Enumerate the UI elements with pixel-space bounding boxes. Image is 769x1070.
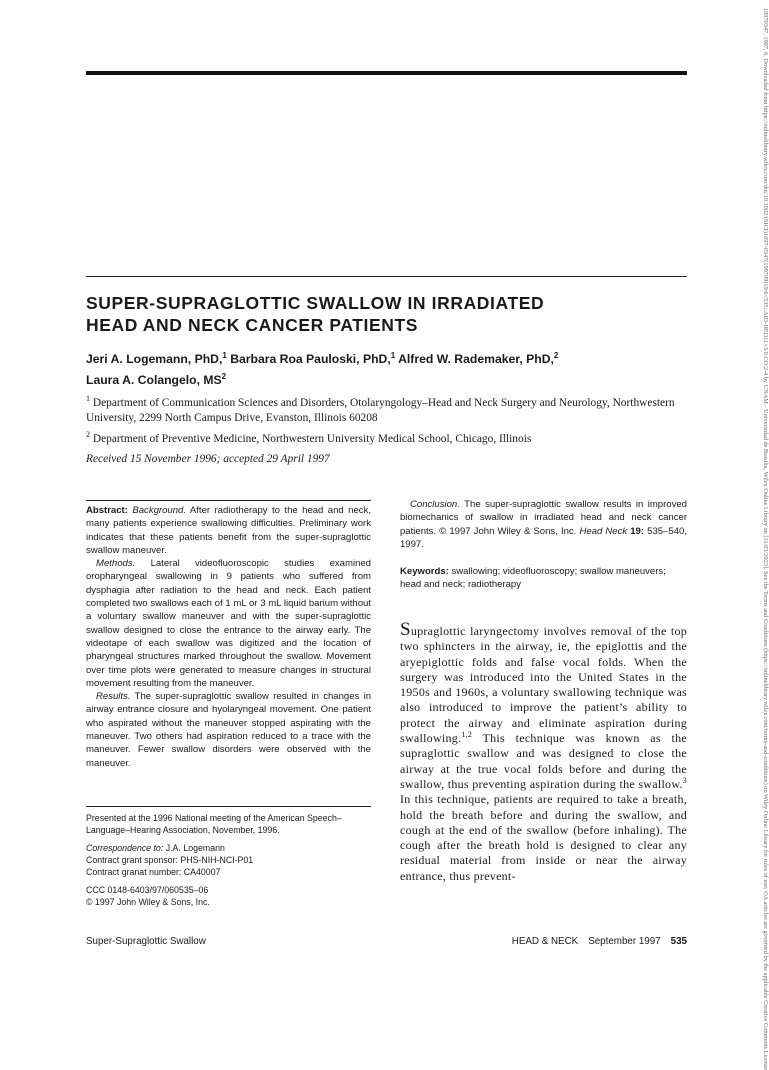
abstract-results-label: Results. bbox=[96, 691, 131, 703]
keywords-text: swallowing; videofluoroscopy; swallow maneuvers; head and neck; radiotherapy bbox=[400, 566, 666, 591]
footnote-copyright bbox=[86, 884, 371, 908]
drop-cap: S bbox=[400, 619, 411, 640]
abstract-background-label: Background. bbox=[132, 505, 186, 516]
header-rule bbox=[86, 71, 687, 75]
conclusion-text: The super-supraglottic swallow results in improved biomechanics of swallow in irradiated head and neck cancer patients. © 1997 John Wiley & Sons, Inc. bbox=[400, 499, 687, 537]
grant-sponsor: Contract grant sponsor: PHS-NIH-NCI-P01 bbox=[86, 855, 254, 865]
journal-pages: 535–540, 1997. bbox=[400, 525, 687, 550]
abstract bbox=[86, 504, 371, 770]
author-4: Laura A. Colangelo, MS bbox=[86, 373, 222, 388]
author-list bbox=[86, 347, 687, 389]
ccc-code: CCC 0148-6403/97/060535–06 bbox=[86, 885, 209, 895]
article-title bbox=[86, 292, 687, 336]
body-paragraph-part-1: upraglottic laryngectomy involves removal of the top two sphincters in the airway, ie, the epiglottis and the aryepiglottic folds and false vocal folds. When the surgery was introduced into the United States in the 1950s and 1960s, a voluntary swallowing technique was also introduced to improve the patient’s ability to protect the airway and eliminate aspiration during swallowing. bbox=[400, 624, 687, 746]
affiliations bbox=[86, 391, 687, 447]
correspondence-label: Correspondence to: bbox=[86, 843, 164, 853]
article-title-line-1: SUPER-SUPRAGLOTTIC SWALLOW IN IRRADIATED bbox=[86, 293, 545, 313]
abstract-results bbox=[86, 690, 371, 770]
affiliation-2-text: Department of Preventive Medicine, Northwestern University Medical School, Chicago, Illinois bbox=[92, 432, 532, 445]
author-1-affiliation: 1 bbox=[222, 351, 227, 360]
affiliation-1-number: 1 bbox=[86, 394, 90, 403]
page-number: 535 bbox=[670, 936, 687, 947]
affiliation-1 bbox=[86, 391, 687, 427]
author-1: Jeri A. Logemann, PhD, bbox=[86, 352, 223, 367]
body-paragraph-part-2: This technique was known as the supraglottic swallow and was designed to close the airway at the true vocal folds before and during the swallow, thus preventing aspiration during the swallow. bbox=[400, 731, 687, 791]
running-date: September 1997 bbox=[588, 936, 661, 947]
download-sidebar bbox=[761, 8, 769, 1070]
affiliation-1-text: Department of Communication Sciences and Disorders, Otolaryngology–Head and Neck Surgery and Neurology, Northwestern University, 2299 North Campus Drive, Evanston, Illinois 60208 bbox=[86, 396, 675, 425]
author-2: Barbara Roa Pauloski, PhD, bbox=[230, 352, 391, 367]
running-journal: HEAD & NECK bbox=[511, 936, 579, 947]
affiliation-2-number: 2 bbox=[86, 429, 90, 439]
abstract-conclusion bbox=[400, 498, 687, 551]
footnote-rule bbox=[86, 806, 371, 807]
footnotes bbox=[86, 812, 371, 914]
running-title: Super-Supraglottic Swallow bbox=[86, 936, 206, 947]
abstract-methods-text: Lateral videofluoroscopic studies examined oropharyngeal swallowing in 9 patients who suffered from dysphagia after radiation to the head and neck. Each patient completed two swallows each of 1 mL or 3 mL liquid barium without a voluntary swallow maneuver and with the super-supraglottic swallow designed to close the entrance to the airway early. The videotape of each swallow was digitized and the location of pharyngeal structures marked throughout the swallow. Movement over time plots were generated to measure changes in structural movement resulting from the maneuver. bbox=[86, 558, 371, 689]
footnote-correspondence bbox=[86, 842, 371, 878]
title-rule bbox=[86, 276, 687, 277]
conclusion-label: Conclusion. bbox=[410, 499, 460, 510]
body-text bbox=[400, 619, 687, 884]
grant-number: Contract granat number: CA40007 bbox=[86, 867, 221, 877]
article-title-line-2: HEAD AND NECK CANCER PATIENTS bbox=[86, 315, 419, 335]
author-3: Alfred W. Rademaker, PhD, bbox=[398, 352, 554, 367]
received-dates: Received 15 November 1996; accepted 29 April 1997 bbox=[86, 453, 330, 465]
abstract-background bbox=[86, 504, 371, 557]
keywords bbox=[400, 565, 687, 592]
author-3-affiliation: 2 bbox=[553, 351, 559, 360]
abstract-background-text: After radiotherapy to the head and neck, many patients experience swallowing difficulties. Preliminary work indicates that these patients benefit from the super-supraglottic swallow maneuver. bbox=[86, 505, 371, 556]
conclusion-paragraph bbox=[400, 498, 687, 551]
journal-name: Head Neck bbox=[579, 525, 628, 537]
abstract-methods-label: Methods. bbox=[96, 558, 136, 570]
download-notice: 10970347, 1997, 6, Downloaded from https://onlinelibrary.wiley.com/doi/10.1002/(SICI)1097-0347(199709)19:6<535::AID-HED11>3.0.CO;2-4 by UNAM - Universidad de Brasilia, Wiley Online Library on [11/03/2023]. See the Terms and Conditions (https://onlinelibrary.wiley.com/terms-and-conditions) on Wiley Online Library for rules of use; OA articles are governed by the applicable Creative Commons License bbox=[762, 8, 769, 1070]
abstract-label: Abstract: bbox=[86, 505, 128, 516]
footnote-presented: Presented at the 1996 National meeting of the American Speech–Language–Hearing Association, November, 1996. bbox=[86, 813, 342, 835]
abstract-results-text: The super-supraglottic swallow resulted in changes in airway entrance closure and hyolaryngeal movement. One patient who aspirated without the maneuver stopped aspirating with the maneuver. Two others had aspiration reduced to a trace with the maneuver. Fewer swallow disorders were observed with the maneuver. bbox=[86, 691, 372, 769]
correspondence-name: J.A. Logemann bbox=[165, 843, 225, 853]
abstract-rule bbox=[86, 500, 371, 501]
citation-3: 3 bbox=[682, 775, 687, 785]
copyright-line: © 1997 John Wiley & Sons, Inc. bbox=[86, 897, 210, 907]
running-journal-info bbox=[512, 936, 687, 947]
abstract-methods bbox=[86, 557, 371, 690]
author-4-affiliation: 2 bbox=[221, 372, 227, 382]
journal-volume: 19: bbox=[630, 525, 645, 537]
keywords-label: Keywords: bbox=[400, 566, 449, 577]
citation-1-2: 1,2 bbox=[461, 730, 473, 740]
author-2-affiliation: 1 bbox=[390, 351, 396, 360]
body-paragraph-part-3: In this technique, patients are required to take a breath, hold the breath before and during the swallow, and cough at the end of the swallow (before inhaling). The cough after the breath hold is designed to clear any residual material from inside or near the airway entrance, thus prevent- bbox=[400, 792, 687, 883]
affiliation-2 bbox=[86, 427, 687, 447]
